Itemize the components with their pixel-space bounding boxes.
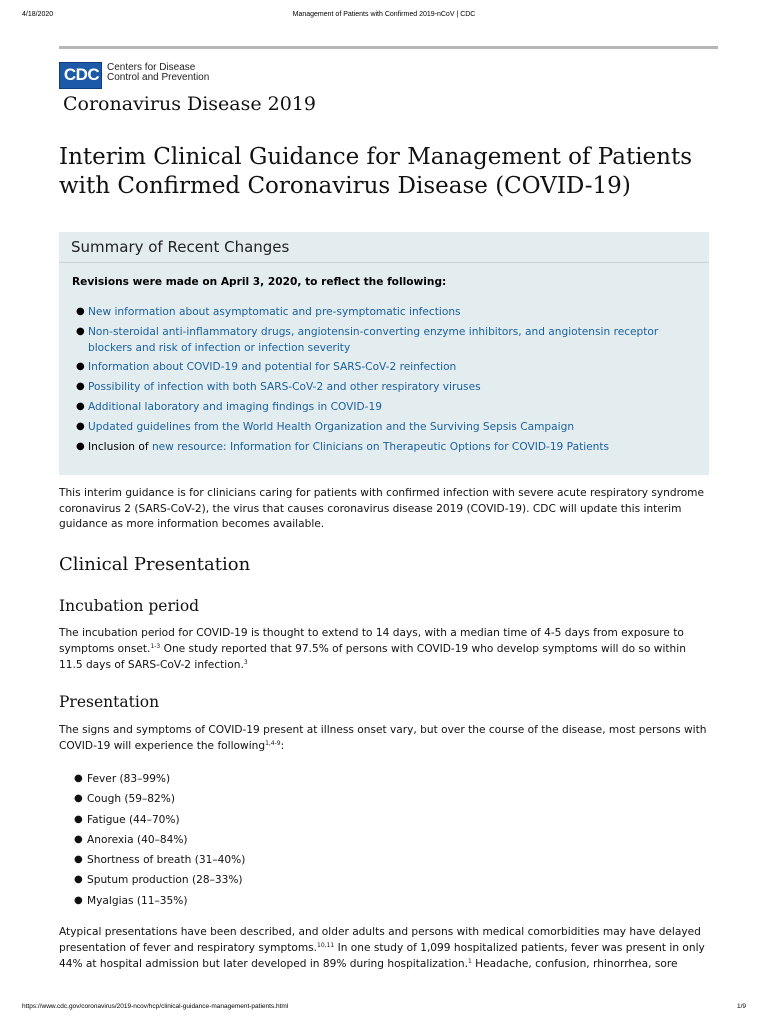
citation[interactable]: 1-3: [150, 643, 161, 650]
bullet-icon: ●: [74, 894, 83, 906]
page-number: 1/9: [736, 1003, 746, 1010]
bullet-icon: ●: [76, 306, 85, 317]
symptom-list: [59, 771, 245, 913]
print-title: Management of Patients with Confirmed 2019-nCoV | CDC: [292, 11, 476, 18]
summary-item-prefix: Inclusion of: [88, 441, 152, 453]
symptom-item: [59, 852, 245, 868]
summary-link[interactable]: Possibility of infection with both SARS-CoV-2 and other respiratory viruses: [88, 381, 481, 393]
bullet-icon: ●: [74, 773, 83, 784]
site-title[interactable]: Coronavirus Disease 2019: [63, 93, 317, 115]
symptom-item: [59, 872, 245, 888]
citation[interactable]: 10,11: [317, 942, 335, 949]
therapeutic-options-link[interactable]: new resource: Information for Clinicians on Therapeutic Options for COVID-19 Patients: [151, 441, 610, 453]
incubation-paragraph: [59, 625, 711, 673]
presentation-heading: Presentation: [59, 693, 160, 711]
symptom-item: [59, 832, 245, 848]
summary-link[interactable]: New information about asymptomatic and pre-symptomatic infections: [88, 306, 461, 318]
page-url: https://www.cdc.gov/coronavirus/2019-ncov/hcp/clinical-guidance-management-patients.html: [22, 1003, 289, 1010]
symptom-label: Fatigue (44–70%): [87, 813, 180, 826]
summary-heading: Summary of Recent Changes: [59, 232, 709, 263]
cdc-logo-abbr: CDC: [63, 65, 100, 84]
header-divider: [59, 46, 718, 49]
symptom-label: Anorexia (40–84%): [87, 833, 188, 846]
atypical-text-1: Atypical presentations have been described, and older adults and persons with medical comorbidities may have delayed presentation of fever and respiratory symptoms.: [59, 926, 701, 954]
atypical-text-2: In one study of 1,099 hospitalized patients, fever was present in only 44% at hospital admission but later developed in 89% during hospitalization.: [59, 942, 705, 970]
cdc-logo-icon: [59, 62, 102, 89]
citation[interactable]: 3: [243, 659, 248, 666]
symptom-label: Fever (83–99%): [87, 773, 171, 785]
bullet-icon: ●: [76, 326, 85, 337]
incubation-text-2: One study reported that 97.5% of persons with COVID-19 who develop symptoms will do so within 11.5 days of SARS-CoV-2 infection.: [59, 643, 686, 671]
symptom-label: Sputum production (28–33%): [87, 874, 243, 887]
print-header: [22, 11, 746, 23]
summary-link[interactable]: Information about COVID-19 and potential for SARS-CoV-2 reinfection: [88, 361, 457, 373]
cdc-logo-line2: Control and Prevention: [107, 72, 210, 83]
bullet-icon: ●: [74, 833, 83, 845]
presentation-paragraph: [59, 722, 711, 754]
summary-item[interactable]: [59, 324, 709, 356]
intro-paragraph: This interim guidance is for clinicians caring for patients with confirmed infection with severe acute respiratory syndrome coronavirus 2 (SARS-CoV-2), the virus that causes coronavirus disease 2019 (COVID-19). CDC will update this interim guidance as more information becomes available.: [59, 487, 705, 530]
cdc-logo-line1: Centers for Disease: [107, 62, 196, 73]
presentation-text-1: The signs and symptoms of COVID-19 present at illness onset vary, but over the course of the disease, most persons with COVID-19 will experience the following: [59, 724, 707, 752]
symptom-item: [59, 893, 245, 909]
symptom-item: [59, 812, 245, 828]
incubation-text-1: The incubation period for COVID-19 is thought to extend to 14 days, with a median time of 4-5 days from exposure to symptoms onset.: [59, 627, 684, 655]
summary-item[interactable]: [59, 399, 709, 415]
bullet-icon: ●: [76, 381, 85, 392]
incubation-heading: Incubation period: [59, 597, 200, 615]
summary-item[interactable]: [59, 419, 709, 435]
presentation-text-2: :: [280, 740, 285, 752]
bullet-icon: ●: [76, 361, 85, 372]
bullet-icon: ●: [74, 813, 83, 825]
summary-item: [59, 439, 709, 455]
symptom-label: Cough (59–82%): [87, 793, 175, 806]
summary-link[interactable]: Updated guidelines from the World Health Organization and the Surviving Sepsis Campaign: [88, 421, 575, 433]
atypical-text-3: Headache, confusion, rhinorrhea, sore: [471, 958, 678, 970]
summary-link[interactable]: Additional laboratory and imaging findings in COVID-19: [88, 401, 382, 413]
bullet-icon: ●: [74, 874, 83, 886]
symptom-label: Myalgias (11–35%): [87, 894, 188, 907]
citation[interactable]: 1,4-9: [265, 740, 281, 747]
summary-item[interactable]: [59, 304, 709, 320]
bullet-icon: ●: [76, 421, 85, 432]
atypical-paragraph: [59, 924, 711, 972]
summary-of-changes-box: [59, 232, 709, 475]
symptom-item: [59, 791, 245, 807]
bullet-icon: ●: [76, 401, 85, 412]
page-title: Interim Clinical Guidance for Management of Patients with Confirmed Coronavirus Disease (COVID-19): [59, 144, 693, 199]
bullet-icon: ●: [74, 793, 83, 805]
summary-item[interactable]: [59, 379, 709, 395]
print-date: 4/18/2020: [22, 11, 54, 18]
bullet-icon: ●: [74, 854, 83, 866]
clinical-presentation-heading: Clinical Presentation: [59, 554, 251, 575]
summary-link[interactable]: Non-steroidal anti-inflammatory drugs, angiotensin-converting enzyme inhibitors, and angiotensin receptor blockers and risk of infection or infection severity: [88, 326, 659, 354]
bullet-icon: ●: [76, 441, 85, 452]
summary-intro: Revisions were made on April 3, 2020, to reflect the following:: [72, 276, 447, 288]
symptom-label: Shortness of breath (31–40%): [87, 854, 246, 867]
cdc-logo-text: [107, 63, 209, 83]
summary-list: [59, 304, 709, 459]
citation[interactable]: 1: [467, 958, 472, 965]
symptom-item: [59, 771, 245, 787]
summary-item[interactable]: [59, 359, 709, 375]
